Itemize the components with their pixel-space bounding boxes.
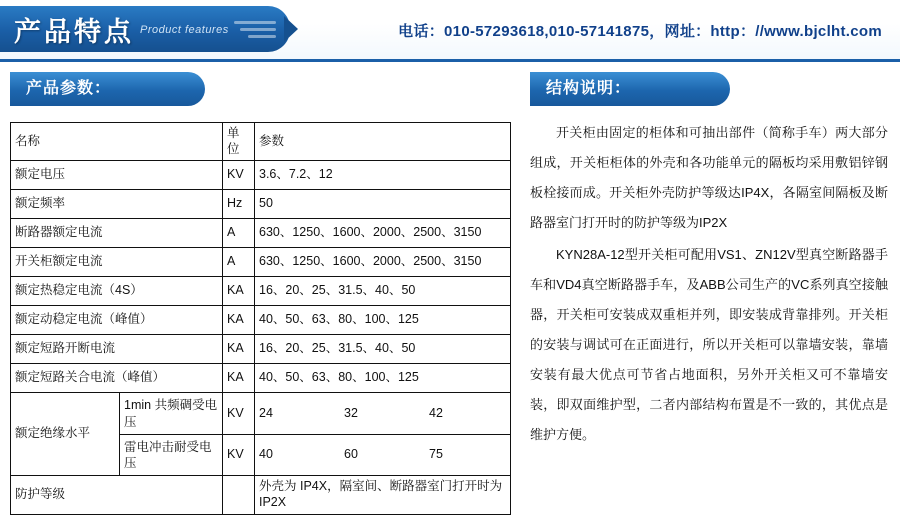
insulation-value-1-3: 42 xyxy=(429,405,443,420)
header-banner xyxy=(0,6,290,52)
row-value: 外壳为 IP4X，隔室间、断路器室门打开时为 IP2X xyxy=(255,476,511,514)
insulation-value-2-1: 40 xyxy=(259,447,273,462)
insulation-value-1-2: 32 xyxy=(344,405,358,420)
table-row xyxy=(11,190,511,219)
section-title-parameters: 产品参数： xyxy=(10,72,205,106)
row-unit: A xyxy=(223,219,255,248)
table-row xyxy=(11,248,511,277)
row-value: 16、20、25、31.5、40、50 xyxy=(255,277,511,306)
row-unit: KV xyxy=(223,434,255,476)
row-unit: A xyxy=(223,248,255,277)
row-unit: KA xyxy=(223,335,255,364)
row-label: 额定频率 xyxy=(11,190,223,219)
row-value: 40、50、63、80、100、125 xyxy=(255,306,511,335)
row-unit: KA xyxy=(223,306,255,335)
row-unit: Hz xyxy=(223,190,255,219)
insulation-value-1-1: 24 xyxy=(259,405,273,420)
structure-description xyxy=(530,118,888,452)
row-label: 断路器额定电流 xyxy=(11,219,223,248)
row-label: 开关柜额定电流 xyxy=(11,248,223,277)
description-paragraph-2: KYN28A-12型开关柜可配用VS1、ZN12V型真空断路器手车和VD4真空断路器手车，及ABB公司生产的VC系列真空接触器，开关柜可安装成双重柜并列，即安装成背靠排列。开关柜的安装与调试可在正面进行，所以开关柜可以靠墙安装，靠墙安装有最大优点可节省占地面积，另外开关柜又可不靠墙安装，即双面维护型，二者内部结构布置是不一致的，其优点是维护方便。 xyxy=(530,247,888,442)
section-title-structure: 结构说明： xyxy=(530,72,730,106)
column-header-name: 名称 xyxy=(11,123,223,161)
insulation-value-2-2: 60 xyxy=(344,447,358,462)
row-unit: KV xyxy=(223,161,255,190)
insulation-sub-label-2: 雷电冲击耐受电压 xyxy=(124,439,212,470)
table-header-row xyxy=(11,123,511,161)
row-value: 40、50、63、80、100、125 xyxy=(255,364,511,393)
table-row-insulation-1 xyxy=(11,393,511,435)
row-unit xyxy=(223,476,255,514)
row-value: 16、20、25、31.5、40、50 xyxy=(255,335,511,364)
column-header-value: 参数 xyxy=(255,123,511,161)
insulation-value-2-3: 75 xyxy=(429,447,443,462)
column-header-unit: 单位 xyxy=(223,123,255,161)
row-unit: KA xyxy=(223,364,255,393)
row-unit: KA xyxy=(223,277,255,306)
banner-stripes-icon xyxy=(230,18,280,40)
insulation-values-2 xyxy=(255,434,511,476)
page-header xyxy=(0,0,900,62)
table-row xyxy=(11,161,511,190)
row-label: 额定电压 xyxy=(11,161,223,190)
table-row xyxy=(11,219,511,248)
page-title: 产品特点 xyxy=(14,17,134,47)
parameters-table xyxy=(10,122,511,515)
row-label: 额定短路开断电流 xyxy=(11,335,223,364)
row-label: 额定动稳定电流（峰值） xyxy=(11,306,223,335)
row-label: 额定绝缘水平 xyxy=(15,426,91,441)
row-label: 额定短路关合电流（峰值） xyxy=(11,364,223,393)
table-row xyxy=(11,335,511,364)
table-row xyxy=(11,277,511,306)
table-row xyxy=(11,364,511,393)
contact-info: 电话：010-57293618,010-57141875，网址：http：//www.bjclht.com xyxy=(398,23,882,40)
row-label-cell-insulation xyxy=(11,393,223,476)
table-row-protection xyxy=(11,476,511,514)
insulation-values-1 xyxy=(255,393,511,435)
row-label: 额定热稳定电流（4S） xyxy=(11,277,223,306)
row-label: 防护等级 xyxy=(11,476,223,514)
row-value: 3.6、7.2、12 xyxy=(255,161,511,190)
row-value: 630、1250、1600、2000、2500、3150 xyxy=(255,248,511,277)
insulation-sub-label-1: 1min 共频碉受电压 xyxy=(120,393,222,435)
row-value: 50 xyxy=(255,190,511,219)
table-row xyxy=(11,306,511,335)
row-unit: KV xyxy=(223,393,255,435)
description-paragraph-1: 开关柜由固定的柜体和可抽出部件（简称手车）两大部分组成，开关柜柜体的外壳和各功能单元的隔板均采用敷铝锌钢板栓接而成。开关柜外壳防护等级达IP4X，各隔室间隔板及断路器室门打开时的防护等级为IP2X xyxy=(530,125,888,230)
page-subtitle: Product features xyxy=(140,24,229,36)
row-value: 630、1250、1600、2000、2500、3150 xyxy=(255,219,511,248)
